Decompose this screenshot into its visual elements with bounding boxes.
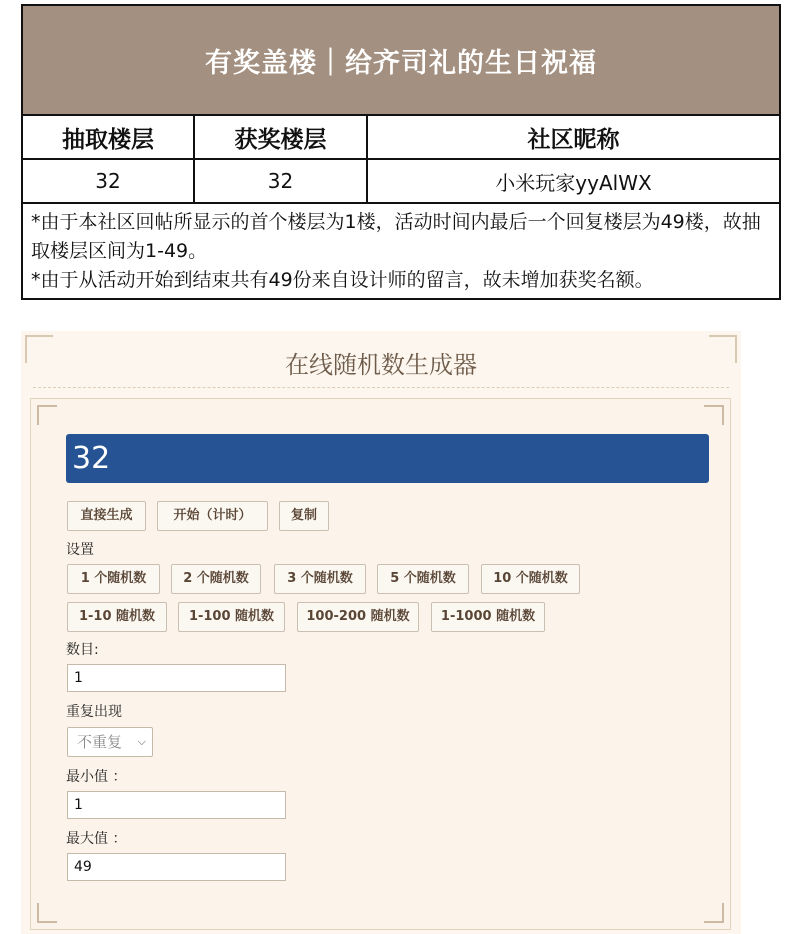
count-label: 数目: bbox=[66, 642, 99, 658]
result-display: 32 bbox=[66, 434, 709, 483]
note-winner-count: *由于从活动开始到结束共有49份来自设计师的留言，故未增加获奖名额。 bbox=[31, 269, 654, 291]
start-timer-button[interactable]: 开始（计时） bbox=[157, 501, 268, 531]
announcement-title: 有奖盖楼｜给齐司礼的生日祝福 bbox=[23, 6, 779, 116]
cell-win-floor: 32 bbox=[195, 160, 368, 202]
range-100-200-button[interactable]: 100-200 随机数 bbox=[297, 602, 419, 632]
repeat-select-value: 不重复 bbox=[77, 733, 123, 751]
corner-ornament-icon bbox=[704, 405, 724, 425]
max-input[interactable]: 49 bbox=[67, 853, 286, 881]
announcement-notes bbox=[23, 204, 779, 298]
preset-2-numbers-button[interactable]: 2 个随机数 bbox=[171, 564, 261, 594]
header-win-floor: 获奖楼层 bbox=[195, 116, 368, 158]
announcement-table bbox=[21, 4, 781, 300]
repeat-label: 重复出现 bbox=[66, 704, 122, 720]
table-header-row bbox=[23, 116, 779, 160]
range-1-10-button[interactable]: 1-10 随机数 bbox=[67, 602, 167, 632]
cell-draw-floor: 32 bbox=[23, 160, 195, 202]
corner-ornament-icon bbox=[37, 903, 57, 923]
note-floor-range: *由于本社区回帖所显示的首个楼层为1楼，活动时间内最后一个回复楼层为49楼，故抽取楼层区间为1-49。 bbox=[31, 211, 761, 262]
preset-10-numbers-button[interactable]: 10 个随机数 bbox=[481, 564, 580, 594]
chevron-down-icon: ⌵ bbox=[137, 735, 146, 748]
settings-label: 设置 bbox=[66, 542, 94, 558]
count-input[interactable]: 1 bbox=[67, 664, 286, 692]
preset-5-numbers-button[interactable]: 5 个随机数 bbox=[377, 564, 469, 594]
min-input[interactable]: 1 bbox=[67, 791, 286, 819]
header-draw-floor: 抽取楼层 bbox=[23, 116, 195, 158]
title-divider bbox=[33, 387, 729, 388]
max-label: 最大值 ： bbox=[66, 831, 127, 847]
corner-ornament-icon bbox=[37, 405, 57, 425]
header-nickname: 社区昵称 bbox=[527, 126, 620, 153]
min-label: 最小值 ： bbox=[66, 769, 127, 785]
random-number-generator bbox=[21, 331, 741, 934]
table-row bbox=[23, 160, 779, 204]
preset-1-number-button[interactable]: 1 个随机数 bbox=[67, 564, 160, 594]
cell-nickname: 小米玩家yyAlWX bbox=[495, 170, 652, 195]
range-1-100-button[interactable]: 1-100 随机数 bbox=[178, 602, 285, 632]
generate-button[interactable]: 直接生成 bbox=[67, 501, 146, 531]
repeat-select[interactable] bbox=[67, 727, 153, 757]
generator-title: 在线随机数生成器 bbox=[285, 351, 477, 379]
corner-ornament-icon bbox=[704, 903, 724, 923]
range-1-1000-button[interactable]: 1-1000 随机数 bbox=[431, 602, 545, 632]
copy-button[interactable]: 复制 bbox=[279, 501, 329, 531]
preset-3-numbers-button[interactable]: 3 个随机数 bbox=[274, 564, 366, 594]
